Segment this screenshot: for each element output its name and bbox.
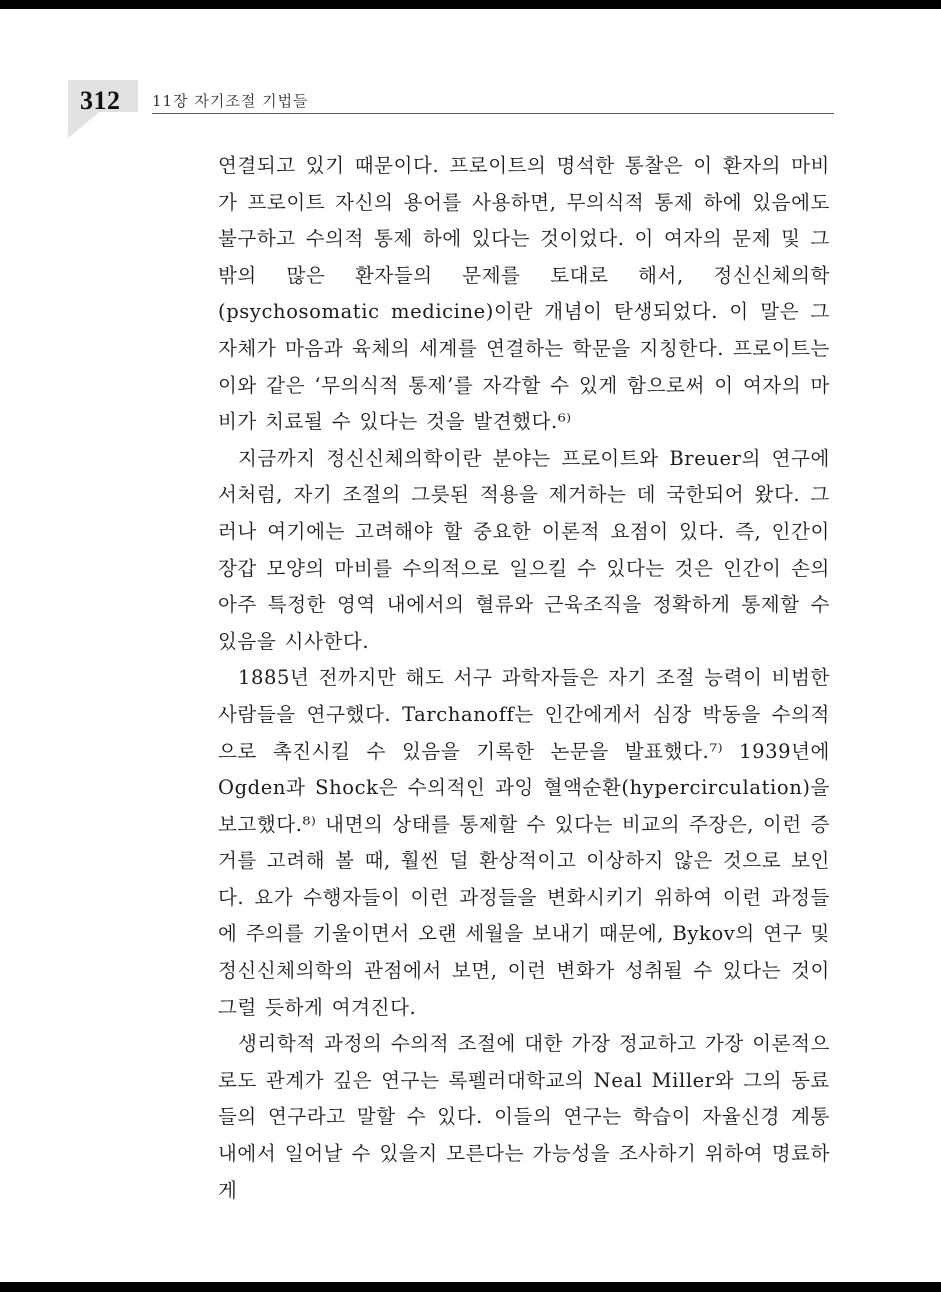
running-head: 11장 자기조절 기법들: [152, 92, 309, 110]
header-rule: [152, 113, 834, 114]
paragraph: 지금까지 정신신체의학이란 분야는 프로이트와 Breuer의 연구에서처럼, 자기 조절의 그릇된 적용을 제거하는 데 국한되어 왔다. 그러나 여기에는 고려해야 할 중요한 이론적 요점이 있다. 즉, 인간이 장갑 모양의 마비를 수의적으로 일으킬 수 있다는 것은 인간이 손의 아주 특정한 영역 내에서의 혈류와 근육조직을 정확하게 통제할 수 있음을 시사한다.: [218, 446, 830, 653]
paragraph: 생리학적 과정의 수의적 조절에 대한 가장 정교하고 가장 이론적으로도 관계가 깊은 연구는 록펠러대학교의 Neal Miller와 그의 동료들의 연구라고 말할 수 있다. 이들의 연구는 학습이 자율신경 계통 내에서 일어날 수 있을지 모른다는 가능성을 조사하기 위하여 명료하게: [218, 1032, 830, 1202]
body-text: [218, 148, 830, 1209]
paragraph: 1885년 전까지만 해도 서구 과학자들은 자기 조절 능력이 비범한 사람들을 연구했다. Tarchanoff는 인간에게서 심장 박동을 수의적으로 촉진시킬 수 있음을 기록한 논문을 발표했다.⁷⁾ 1939년에 Ogden과 Shock은 수의적인 과잉 혈액순환(hypercirculation)을 보고했다.⁸⁾ 내면의 상태를 통제할 수 있다는 비교의 주장은, 이런 증거를 고려해 볼 때, 훨씬 덜 환상적이고 이상하지 않은 것으로 보인다. 요가 수행자들이 이런 과정들을 변화시키기 위하여 이런 과정들에 주의를 기울이면서 오랜 세월을 보내기 때문에, Bykov의 연구 및 정신신체의학의 관점에서 보면, 이런 변화가 성취될 수 있다는 것이 그럴 듯하게 여겨진다.: [218, 666, 830, 1019]
paragraph: 연결되고 있기 때문이다. 프로이트의 명석한 통찰은 이 환자의 마비가 프로이트 자신의 용어를 사용하면, 무의식적 통제 하에 있음에도 불구하고 수의적 통제 하에 있다는 것이었다. 이 여자의 문제 및 그 밖의 많은 환자들의 문제를 토대로 해서, 정신신체의학(psychosomatic medicine)이란 개념이 탄생되었다. 이 말은 그 자체가 마음과 육체의 세계를 연결하는 학문을 지칭한다. 프로이트는 이와 같은 ‘무의식적 통제’를 자각할 수 있게 함으로써 이 여자의 마비가 치료될 수 있다는 것을 발견했다.⁶⁾: [218, 154, 830, 434]
page-number: 312: [80, 86, 121, 115]
bottom-border: [0, 1282, 941, 1292]
top-border: [0, 0, 941, 9]
